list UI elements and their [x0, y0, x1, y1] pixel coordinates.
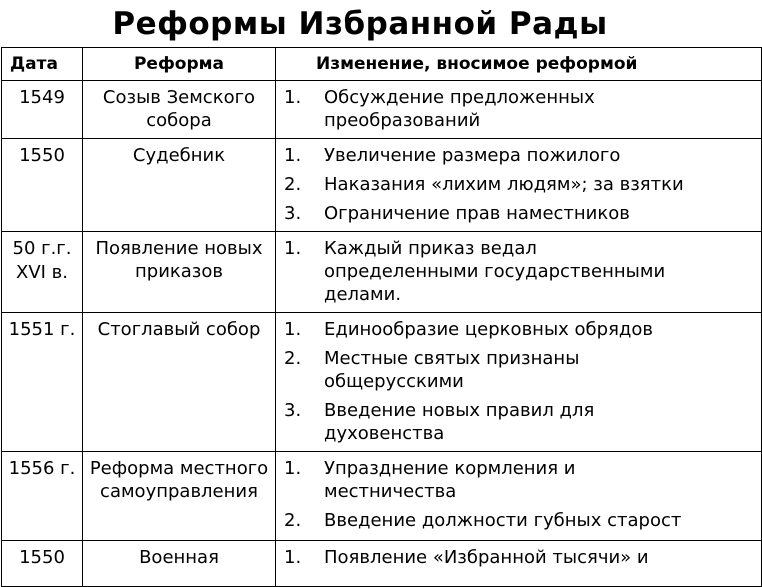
- list-item-number: 3.: [284, 400, 302, 421]
- table-row: [2, 232, 762, 313]
- change-list: [276, 546, 761, 569]
- table-row: [2, 452, 762, 541]
- list-item: [276, 202, 761, 225]
- list-item: [276, 399, 761, 445]
- list-item-number: 1.: [284, 319, 302, 340]
- list-item: [276, 86, 761, 132]
- column-header-date: Дата: [2, 48, 83, 81]
- cell-date: 1556 г.: [2, 452, 83, 541]
- list-item: [276, 237, 761, 306]
- cell-change: [276, 232, 762, 313]
- change-list: [276, 318, 761, 445]
- list-item-text: Упразднение кормления и местничества: [324, 458, 576, 502]
- cell-change: [276, 313, 762, 452]
- table-row: [2, 541, 762, 587]
- table-row: [2, 313, 762, 452]
- cell-date: 1549: [2, 81, 83, 139]
- list-item: [276, 546, 761, 569]
- list-item-number: 1.: [284, 238, 302, 259]
- list-item-text: Обсуждение предложенных преобразований: [324, 87, 595, 131]
- list-item-number: 2.: [284, 348, 302, 369]
- cell-reform: Военная: [83, 541, 276, 587]
- reforms-table: [1, 47, 762, 587]
- table-header-row: [2, 48, 762, 81]
- list-item-number: 3.: [284, 203, 302, 224]
- list-item-text: Местные святых признаны общерусскими: [324, 348, 580, 392]
- cell-date: 1550: [2, 139, 83, 232]
- cell-change: [276, 139, 762, 232]
- list-item: [276, 457, 761, 503]
- list-item: [276, 173, 761, 196]
- table-row: [2, 81, 762, 139]
- list-item-number: 1.: [284, 458, 302, 479]
- list-item: [276, 509, 761, 532]
- list-item-text: Единообразие церковных обрядов: [324, 319, 653, 340]
- list-item-text: Наказания «лихим людям»; за взятки: [324, 174, 684, 195]
- table-row: [2, 139, 762, 232]
- change-list: [276, 237, 761, 306]
- cell-reform: Созыв Земского собора: [83, 81, 276, 139]
- cell-reform: Реформа местного самоуправления: [83, 452, 276, 541]
- list-item-number: 1.: [284, 145, 302, 166]
- cell-date: 1551 г.: [2, 313, 83, 452]
- cell-change: [276, 452, 762, 541]
- cell-reform: Появление новых приказов: [83, 232, 276, 313]
- cell-change: [276, 541, 762, 587]
- column-header-change: Изменение, вносимое реформой: [276, 48, 762, 81]
- list-item-text: Введение новых правил для духовенства: [324, 400, 595, 444]
- list-item-text: Каждый приказ ведал определенными государственными делами.: [324, 238, 666, 305]
- change-list: [276, 144, 761, 225]
- cell-reform: Стоглавый собор: [83, 313, 276, 452]
- list-item: [276, 347, 761, 393]
- list-item-number: 2.: [284, 510, 302, 531]
- cell-change: [276, 81, 762, 139]
- column-header-reform: Реформа: [83, 48, 276, 81]
- change-list: [276, 457, 761, 532]
- page-title: Реформы Избранной Рады: [112, 6, 608, 42]
- list-item: [276, 144, 761, 167]
- change-list: [276, 86, 761, 132]
- list-item-number: 1.: [284, 87, 302, 108]
- list-item-text: Ограничение прав наместников: [324, 203, 630, 224]
- list-item-text: Появление «Избранной тысячи» и: [324, 547, 649, 568]
- list-item: [276, 318, 761, 341]
- list-item-text: Введение должности губных старост: [324, 510, 682, 531]
- list-item-text: Увеличение размера пожилого: [324, 145, 621, 166]
- list-item-number: 2.: [284, 174, 302, 195]
- cell-reform: Судебник: [83, 139, 276, 232]
- table-body: [2, 81, 762, 587]
- cell-date: 1550: [2, 541, 83, 587]
- list-item-number: 1.: [284, 547, 302, 568]
- cell-date: 50 г.г. XVI в.: [2, 232, 83, 313]
